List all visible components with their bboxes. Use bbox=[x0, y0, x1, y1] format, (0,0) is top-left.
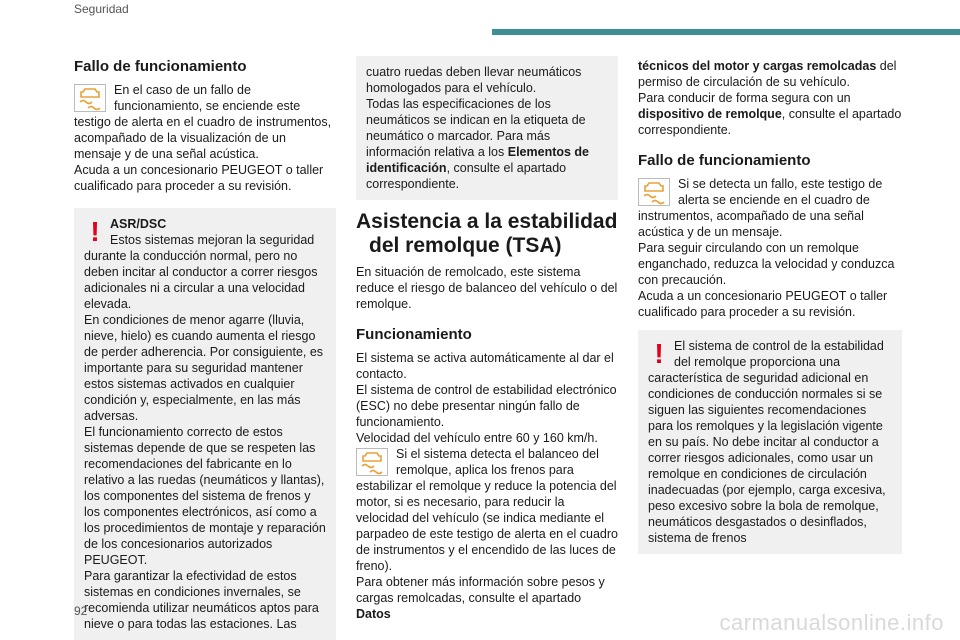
column-middle bbox=[356, 56, 618, 622]
warning-box bbox=[74, 208, 336, 640]
box-text: cuatro ruedas deben llevar neumáticos homologados para el vehículo. bbox=[366, 65, 582, 95]
sub-heading: Funcionamiento bbox=[356, 326, 472, 343]
paragraph: Para obtener más información sobre pesos y cargas remolcadas, consulte el apartado Datos bbox=[356, 575, 605, 621]
paragraph: El sistema se activa automáticamente al dar el contacto. bbox=[356, 351, 614, 381]
watermark: carmanualsonline.info bbox=[719, 610, 944, 635]
page-title: Asistencia a la estabilidad del remolque (TSA) bbox=[356, 210, 618, 257]
column-left bbox=[74, 58, 336, 640]
paragraph: técnicos del motor y cargas remolcadas del permiso de circulación de su vehículo. bbox=[638, 59, 897, 89]
section-heading: Fallo de funcionamiento bbox=[638, 152, 811, 169]
paragraph: Velocidad del vehículo entre 60 y 160 km/h. bbox=[356, 431, 598, 445]
column-right bbox=[638, 58, 902, 554]
page-number: 92 bbox=[74, 604, 88, 618]
info-box bbox=[356, 56, 618, 200]
warning-text: El funcionamiento correcto de estos sistemas depende de que se respeten las recomendaciones del fabricante en lo relativo a las ruedas (neumáticos y llantas), los componentes del sistema de frenos y los componentes electrónicos, así como a los procedimientos de montaje y reparación de los concesionarios autorizados PEUGEOT. bbox=[84, 425, 326, 567]
warning-text: En condiciones de menor agarre (lluvia, nieve, hielo) es cuando aumenta el riesgo de perder adherencia. Por consiguiente, es importante para su seguridad mantener estos sistemas activados en cualquier condición y, especialmente, en las más adversas. bbox=[84, 313, 324, 423]
warning-title: ASR/DSC bbox=[110, 217, 167, 231]
paragraph: En situación de remolcado, este sistema reduce el riesgo de balanceo del vehículo o del remolque. bbox=[356, 265, 618, 311]
paragraph: Si se detecta un fallo, este testigo de alerta se enciende en el cuadro de instrumentos, acompañado de una señal acústica y de un mensaje. bbox=[638, 177, 883, 239]
warning-text: Estos sistemas mejoran la seguridad durante la conducción normal, pero no deben incitar al conductor a correr riesgos adicionales ni a circular a una velocidad elevada. bbox=[84, 233, 318, 311]
paragraph: Para conducir de forma segura con un dispositivo de remolque, consulte el apartado correspondiente. bbox=[638, 91, 902, 137]
exclamation-icon: ! bbox=[90, 216, 100, 247]
section-heading: Fallo de funcionamiento bbox=[74, 58, 247, 75]
paragraph: Para seguir circulando con un remolque enganchado, reduzca la velocidad y conduzca con precaución. bbox=[638, 241, 895, 287]
paragraph: El sistema de control de estabilidad electrónico (ESC) no debe presentar ningún fallo de funcionamiento. bbox=[356, 383, 617, 429]
paragraph: En el caso de un fallo de funcionamiento, se enciende este testigo de alerta en el cuadro de instrumentos, acompañado de la visualización de un mensaje y de una señal acústica. bbox=[74, 83, 332, 161]
header-accent-bar bbox=[492, 29, 960, 35]
esc-warning-icon bbox=[638, 178, 672, 208]
warning-text: El sistema de control de la estabilidad del remolque proporciona una característica de seguridad adicional en condiciones de conducción normales si se siguen las siguientes recomendaciones para los remolques y la legislación vigente en su país. No debe incitar al conductor a correr riesgos adicionales, como usar un remolque en condiciones de circulación inadecuadas (por ejemplo, carga excesiva, peso excesivo sobre la bola de remolque, neumáticos desgastados o desinflados, sistema de frenos bbox=[648, 339, 886, 545]
esc-warning-icon bbox=[356, 448, 390, 478]
section-header-label: Seguridad bbox=[74, 2, 129, 16]
warning-box bbox=[638, 330, 902, 554]
exclamation-icon: ! bbox=[654, 338, 664, 369]
esc-warning-icon bbox=[74, 84, 108, 114]
box-text: Todas las especificaciones de los neumáticos se indican en la etiqueta de neumático o marcador. Para más información relativa a los Elementos de identificación, consulte el apartado correspondiente. bbox=[366, 97, 590, 191]
paragraph: Acuda a un concesionario PEUGEOT o taller cualificado para proceder a su revisión. bbox=[638, 289, 888, 319]
warning-text: Para garantizar la efectividad de estos sistemas en condiciones invernales, se recomienda utilizar neumáticos aptos para nieve o para todas las estaciones. Las bbox=[84, 569, 319, 631]
paragraph: Acuda a un concesionario PEUGEOT o taller cualificado para proceder a su revisión. bbox=[74, 163, 324, 193]
paragraph: Si el sistema detecta el balanceo del remolque, aplica los frenos para estabilizar el remolque y reduce la potencia del motor, si es necesario, para reducir la velocidad del vehículo (se indica mediante el parpadeo de este testigo de alerta en el cuadro de instrumentos y el encendido de las luces de freno). bbox=[356, 447, 618, 573]
